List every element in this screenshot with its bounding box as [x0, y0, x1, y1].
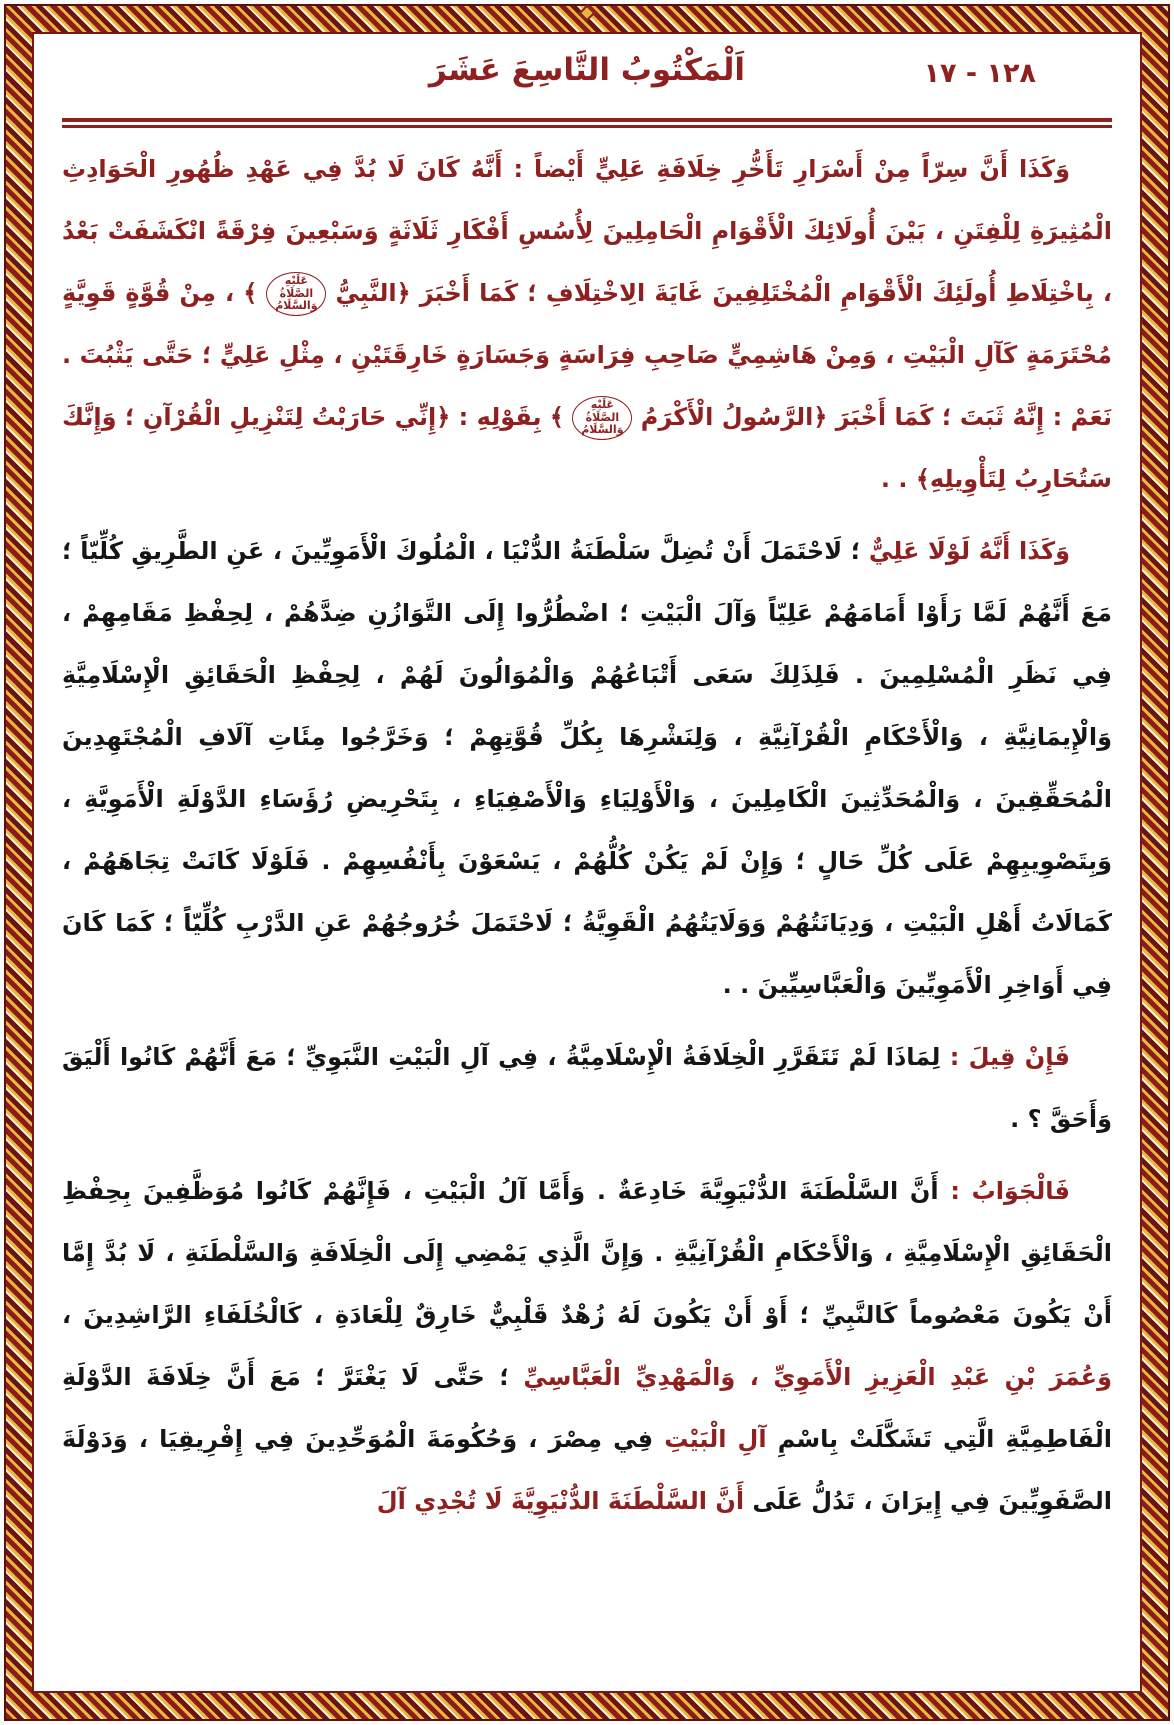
text-segment: ﴾ ، مِنْ قُوَّةٍ قَوِيَّةٍ مُحْتَرَمَةٍ كَآلِ الْبَيْتِ ، وَمِنْ هَاشِمِيٍّ صَاحِبِ فِرَاسَةٍ وَجَسَارَةٍ خَارِقَتَيْنِ ، مِثْلِ عَلِيٍّ ؛ حَتَّى يَثْبُتَ . نَعَمْ : إِنَّهُ ثَبَتَ ؛ كَمَا أَخْبَرَ ﴿الرَّسُولُ الْأَكْرَمُ	[62, 279, 1112, 431]
prophet-salutation-seal: عَلَيْهِ الصَّلَاةُ وَالسَّلَامُ	[266, 272, 326, 316]
text-segment: ؛ لَاحْتَمَلَ أَنْ تُضِلَّ سَلْطَنَةُ الدُّنْيَا ، الْمُلُوكَ الْأَمَوِيِّينَ ، عَنِ الطَّرِيقِ كُلِّيّاً ؛ مَعَ أَنَّهُمْ لَمَّا رَأَوْا أَمَامَهُمْ عَلِيّاً وَآلَ الْبَيْتِ ؛ اضْطُرُّوا إِلَى التَّوَازُنِ ضِدَّهُمْ ، لِحِفْظِ مَقَامِهِمْ ، فِي نَظَرِ الْمُسْلِمِينَ . فَلِذَلِكَ سَعَى أَتْبَاعُهُمْ وَالْمُوَالُونَ لَهُمْ ، لِحِفْظِ الْحَقَائِقِ الْإِسْلَامِيَّةِ وَالْإِيمَانِيَّةِ ، وَالْأَحْكَامِ الْقُرْآنِيَّةِ ، وَلِنَشْرِهَا بِكُلِّ قُوَّتِهِمْ ؛ وَخَرَّجُوا مِئَاتِ آلَافِ الْمُجْتَهِدِينَ الْمُحَقِّقِينَ ، وَالْمُحَدِّثِينَ الْكَامِلِينَ ، وَالْأَوْلِيَاءِ وَالْأَصْفِيَاءِ ، بِتَحْرِيضِ رُؤَسَاءِ الدَّوْلَةِ الْأَمَوِيَّةِ ، وَبِتَصْوِيبِهِمْ عَلَى كُلِّ حَالٍ ؛ وَإِنْ لَمْ يَكُنْ كُلُّهُمْ ، يَسْعَوْنَ بِأَنْفُسِهِمْ . فَلَوْلَا كَانَتْ تِجَاهَهُمْ ، كَمَالَاتُ أَهْلِ الْبَيْتِ ، وَدِيَانَتُهُمْ وَوَلَايَتُهُمُ الْقَوِيَّةُ ؛ لَاحْتَمَلَ خُرُوجُهُمْ عَنِ الدَّرْبِ كُلِّيّاً ؛ كَمَا كَانَ فِي أَوَاخِرِ الْأَمَوِيِّينَ وَالْعَبَّاسِيِّينَ . .	[62, 537, 1112, 999]
ornamental-border	[4, 4, 1170, 1721]
text-segment: فِي مِصْرَ ، وَحُكُومَةَ الْمُوَحِّدِينَ فِي إِفْرِيقِيَا ، وَدَوْلَةَ الصَّفَوِيِّينَ فِي إِيرَانَ ، تَدُلُّ عَلَى	[62, 1425, 1112, 1515]
page-content-area	[32, 32, 1142, 1693]
text-segment: وَكَذَا أَنَّ سِرّاً مِنْ أَسْرَارِ تَأَخُّرِ خِلَافَةِ عَلِيٍّ أَيْضاً : أَنَّهُ كَانَ لَا بُدَّ فِي عَهْدِ ظُهُورِ الْحَوَادِثِ الْمُثِيرَةِ لِلْفِتَنِ ، بَيْنَ أُولَائِكَ الْأَقْوَامِ الْحَامِلِينَ لِأُسُسِ أَفْكَارِ ثَلَاثَةٍ وَسَبْعِينَ فِرْقَةً انْكَشَفَتْ بَعْدُ ، بِاخْتِلَاطِ أُولَئِكَ الْأَقْوَامِ الْمُخْتَلِفِينَ غَايَةَ الِاخْتِلَافِ ؛ كَمَا أَخْبَرَ ﴿النَّبِيُّ	[62, 155, 1112, 307]
text-segment: وَكَذَا أَنَّهُ لَوْلَا عَلِيٌّ	[860, 537, 1070, 565]
paragraph-2	[62, 520, 1112, 1016]
page-header	[62, 50, 1112, 114]
text-segment: أَنَّ السَّلْطَنَةَ الدُّنْيَوِيَّةَ خَادِعَةٌ . وَأَمَّا آلُ الْبَيْتِ ، فَإِنَّهُمْ كَانُوا مُوَظَّفِينَ بِحِفْظِ الْحَقَائِقِ الْإِسْلَامِيَّةِ ، وَالْأَحْكَامِ الْقُرْآنِيَّةِ . وَإِنَّ الَّذِي يَمْضِي إِلَى الْخِلَافَةِ وَالسَّلْطَنَةِ ، لَا بُدَّ إِمَّا أَنْ يَكُونَ مَعْصُوماً كَالنَّبِيِّ ؛ أَوْ أَنْ يَكُونَ لَهُ زُهْدٌ قَلْبِيٌّ خَارِقٌ لِلْعَادَةِ ، كَالْخُلَفَاءِ الرَّاشِدِينَ ،	[62, 1177, 1112, 1329]
letter-body	[62, 138, 1112, 1532]
text-segment: وَعُمَرَ بْنِ عَبْدِ الْعَزِيزِ الْأَمَوِيِّ ، وَالْمَهْدِيِّ الْعَبَّاسِيِّ	[508, 1363, 1112, 1391]
text-segment: ؛ حَتَّى لَا يَغْتَرَّ ؛ مَعَ أَنَّ خِلَافَةَ الدَّوْلَةِ الْفَاطِمِيَّةِ الَّتِي تَشَكَّلَتْ بِاسْمِ	[62, 1363, 1113, 1453]
text-segment: فَالْجَوَابُ :	[938, 1177, 1071, 1205]
paragraph-1	[62, 138, 1112, 510]
page-number: ١٢٨ - ١٧	[923, 58, 1036, 89]
text-segment: فَإِنْ قِيلَ :	[940, 1043, 1070, 1071]
text-segment: أَنَّ السَّلْطَنَةَ الدُّنْيَوِيَّةَ لَا تُجْدِي آلَ	[376, 1487, 745, 1515]
text-segment: ﴾ بِقَوْلِهِ : ﴿إِنِّي حَارَبْتُ لِتَنْزِيلِ الْقُرْآنِ ؛ وَإِنَّكَ سَتُحَارِبُ لِتَأْوِيلِهِ﴾ . .	[62, 403, 1112, 493]
paragraph-3-question	[62, 1026, 1112, 1150]
text-segment: آلِ الْبَيْتِ	[653, 1425, 767, 1453]
page-title: اَلْمَكْتُوبُ التَّاسِعَ عَشَرَ	[428, 52, 746, 88]
paragraph-4-answer	[62, 1160, 1112, 1532]
prophet-salutation-seal: عَلَيْهِ الصَّلَاةُ وَالسَّلَامُ	[572, 396, 632, 440]
text-segment: لِمَاذَا لَمْ تَتَقَرَّرِ الْخِلَافَةُ الْإِسْلَامِيَّةُ ، فِي آلِ الْبَيْتِ النَّبَوِيِّ ؛ مَعَ أَنَّهُمْ كَانُوا أَلْيَقَ وَأَحَقَّ ؟ .	[62, 1043, 1112, 1133]
header-divider	[62, 118, 1112, 128]
border-diamond-ornament	[579, 5, 596, 22]
